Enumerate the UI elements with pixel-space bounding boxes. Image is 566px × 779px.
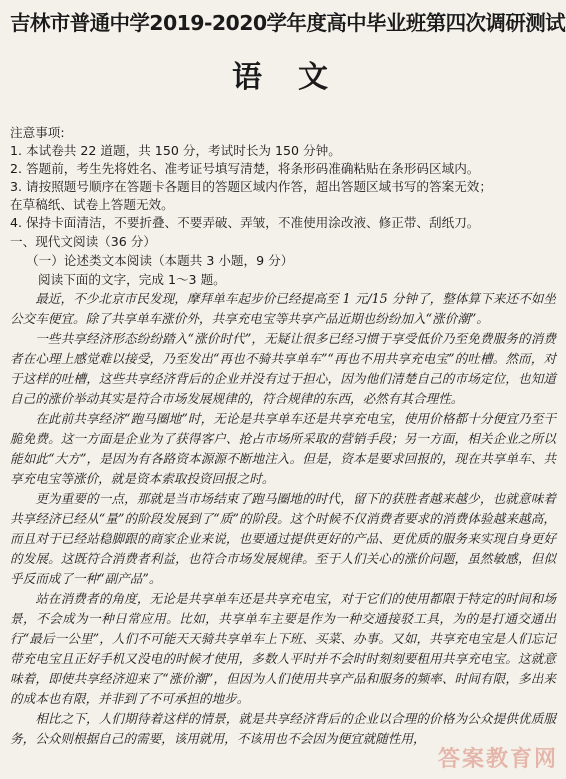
notice-block [10,124,556,232]
passage-paragraph: 更为重要的一点，那就是当市场结束了跑马圈地的时代，留下的获胜者越来越少，也就意味着共享经济已经从“量”的阶段发展到了“质”的阶段。这个时候不仅消费者要求的消费体验越来越高，而且对于已经站稳脚跟的商家企业来说，也要通过提供更好的产品、更优质的服务来实现自身更好的发展。这既符合消费者利益，也符合市场发展规律。至于人们关心的涨价问题，虽然敏感，但似乎反而成了一种“副产品”。 [10,491,556,586]
site-watermark: 答案教育网 [437,747,558,772]
passage-paragraph: 站在消费者的角度，无论是共享单车还是共享充电宝，对于它们的使用都限于特定的时间和场景，不会成为一种日常应用。比如，共享单车主要是作为一种交通接驳工具，为的是打通交通出行“最后一公里”，人们不可能天天骑共享单车上下班、买菜、办事。又如，共享充电宝是人们忘记带充电宝且正好手机又没电的时候才使用，多数人平时并不会时时刻刻要租用共享充电宝。这就意味着，即使共享经济迎来了“涨价潮”，但因为人们使用共享产品和服务的频率、时间有限，多出来的成本也有限，并非到了不可承担的地步。 [10,591,556,706]
notice-item: 在草稿纸、试卷上答题无效。 [10,197,174,212]
passage-paragraph: 一些共享经济形态纷纷踏入“涨价时代”，无疑让很多已经习惯于享受低价乃至免费服务的消费者在心理上感觉难以接受，乃至发出“再也不骑共享单车”“再也不用共享充电宝”的吐槽。然而，对于这样的吐槽，这些共享经济背后的企业并没有过于担心，因为他们清楚自己的市场定位，也知道自己的涨价举动其实是符合市场发展规律的，符合规律的东西，必然有其合理性。 [10,331,556,406]
passage-paragraph: 最近，不少北京市民发现，摩拜单车起步价已经提高至 1 元/15 分钟了，整体算下来还不如坐公交车便宜。除了共享单车涨价外，共享充电宝等共享产品近期也纷纷加入“涨价潮”。 [10,291,556,326]
reading-passage [10,289,556,749]
subject-title: 语文 [232,60,364,95]
notice-item: 1. 本试卷共 22 道题，共 150 分，考试时长为 150 分钟。 [10,143,341,158]
reading-instruction: 阅读下面的文字，完成 1～3 题。 [38,272,226,287]
notice-item: 3. 请按照题号顺序在答题卡各题目的答题区域内作答，超出答题区域书写的答案无效； [10,179,492,194]
notice-item: 2. 答题前，考生先将姓名、准考证号填写清楚，将条形码准确粘贴在条形码区域内。 [10,161,480,176]
exam-title: 吉林市普通中学2019-2020学年度高中毕业班第四次调研测试 [10,11,566,35]
passage-paragraph: 相比之下，人们期待着这样的情景，就是共享经济背后的企业以合理的价格为公众提供优质服务，公众则根据自己的需要，该用就用，不该用也不会因为便宜就随性用， [10,711,556,746]
passage-paragraph: 在此前共享经济“跑马圈地”时，无论是共享单车还是共享充电宝，使用价格都十分便宜乃至干脆免费。这一方面是企业为了获得客户、抢占市场所采取的营销手段；另一方面，相关企业之所以能如此“大方”，是因为有各路资本源源不断地注入。但是，资本是要求回报的，现在共享单车、共享充电宝等涨价，就是资本索取投资回报之时。 [10,411,556,486]
notice-item: 4. 保持卡面清洁，不要折叠、不要弄破、弄皱，不准使用涂改液、修正带、刮纸刀。 [10,215,480,230]
subsection-title: （一）论述类文本阅读（本题共 3 小题，9 分） [26,253,294,268]
notice-heading: 注意事项: [10,125,65,140]
section-title: 一、现代文阅读（36 分） [10,234,156,249]
